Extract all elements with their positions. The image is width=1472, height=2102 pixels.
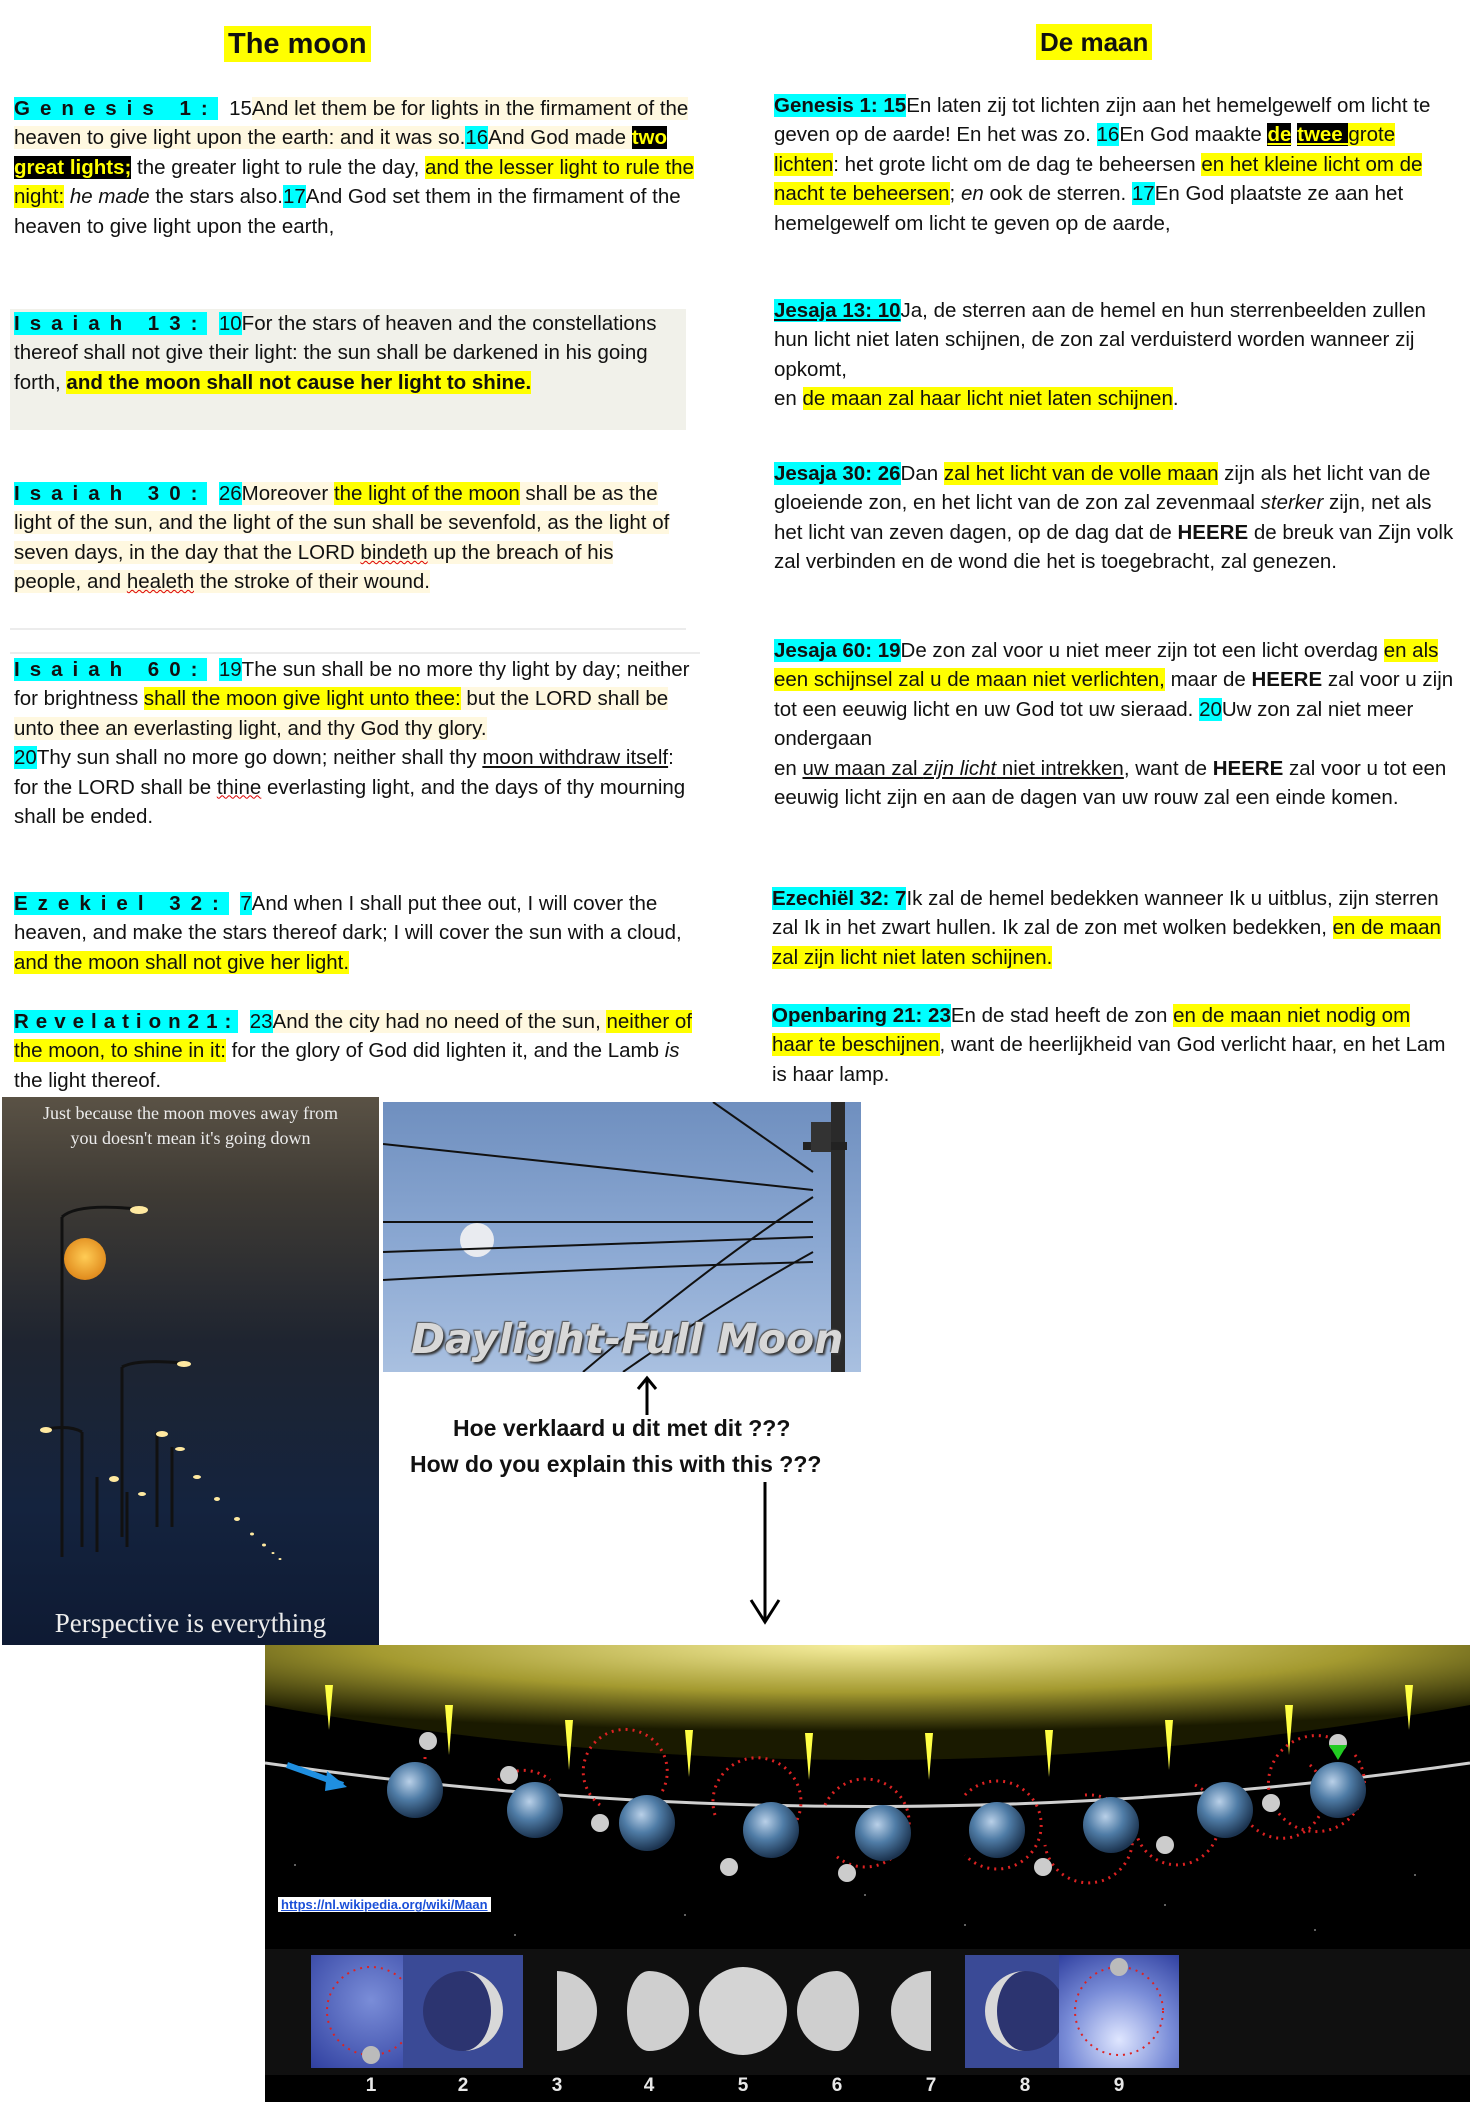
- phase-number: 4: [643, 2075, 655, 2096]
- verse-highlight: and the lesser light to rule the night:: [14, 155, 694, 209]
- verse-underlined: moon withdraw itself: [482, 746, 669, 770]
- verse-highlight: twee: [1297, 123, 1349, 147]
- verse-number: 19: [218, 658, 242, 681]
- daylight-full-moon-photo: [383, 1102, 861, 1372]
- verse-revelation21-en: [14, 1007, 694, 1095]
- verse-reference: Ezekiel 32:: [14, 892, 229, 915]
- verse-text: Moreover: [241, 482, 334, 505]
- moon-icon: [1262, 1794, 1280, 1812]
- verse-text: zal voor u tot een eeuwig licht zijn en aan de dagen van uw rouw zal een einde komen.: [774, 756, 1447, 810]
- verse-text: shall be as the light of the sun, and the light of the sun shall be sevenfold, as the light of seven days, in the day that the LORD: [14, 482, 670, 564]
- verse-text: Ja, de sterren aan de hemel en hun sterrenbeelden zullen hun licht niet laten schijnen, de zon zal verduisterd worden wanneer zij opkomt,: [774, 299, 1426, 381]
- verse-text: the greater light to rule the day,: [131, 155, 425, 179]
- verse-number: 16: [1096, 123, 1120, 147]
- verse-jesaja60-nl: [774, 636, 1454, 812]
- verse-highlight: en de maan zal zijn licht niet laten schijnen.: [772, 916, 1441, 969]
- verse-highlight: de: [1267, 123, 1292, 147]
- verse-highlight: en de maan niet nodig om haar te beschijnen: [772, 1004, 1411, 1057]
- phase-number: 8: [1019, 2075, 1031, 2096]
- verse-highlight: zal het licht van de volle maan: [943, 462, 1219, 485]
- verse-isaiah13-en: [14, 309, 684, 397]
- verse-italic: is: [664, 1039, 680, 1063]
- verse-text: And God made: [488, 126, 632, 150]
- section-divider: [10, 628, 686, 630]
- phase-cell-9: [1059, 1955, 1179, 2068]
- verse-text: zijn, net als het licht van zeven dagen, op de dag dat de: [774, 491, 1432, 544]
- page-title-dutch: De maan: [1036, 24, 1152, 60]
- green-arrow-icon: [1329, 1745, 1347, 1760]
- verse-isaiah60-en: [14, 655, 694, 831]
- verse-highlight: and the moon shall not give her light.: [14, 950, 350, 974]
- moon-icon: [1034, 1858, 1052, 1876]
- earth-icon: [969, 1802, 1025, 1858]
- photo-caption-top: Just because the moon moves away from you doesn't mean it's going down: [43, 1103, 338, 1148]
- verse-text: En God maakte: [1119, 123, 1268, 147]
- verse-number: 20: [1199, 697, 1222, 721]
- earth-icon: [743, 1802, 799, 1858]
- verse-text: the light thereof.: [14, 1068, 162, 1092]
- verse-bold: HEERE: [1212, 756, 1284, 780]
- verse-reference: Jesaja 60: 19: [774, 639, 901, 662]
- moon-phase-strip: [265, 1949, 1470, 2075]
- verse-jesaja13-nl: [774, 296, 1454, 414]
- verse-text: Thy sun shall no more go down; neither shall thy: [36, 746, 483, 770]
- verse-underlined: niet intrekken: [996, 756, 1124, 780]
- verse-text: the stroke of their wound.: [194, 570, 431, 594]
- verse-text: And the city had no need of the sun,: [272, 1010, 607, 1033]
- verse-ezechiel32-nl: [772, 884, 1452, 972]
- verse-text: en: [774, 387, 803, 411]
- orange-moon-icon: [64, 1238, 106, 1280]
- arrow-up-icon: [632, 1373, 662, 1418]
- verse-text: Ik zal de hemel bedekken wanneer Ik u uitblus, zijn sterren zal Ik in het zwart hullen. Ik zal de zon met wolken bedekken,: [772, 887, 1439, 940]
- verse-reference: Openbaring 21: 23: [772, 1004, 951, 1027]
- verse-openbaring21-nl: [772, 1001, 1452, 1089]
- question-english: How do you explain this with this ???: [410, 1451, 822, 1477]
- verse-text: everlasting light, and the days of thy mourning shall be ended.: [14, 775, 686, 829]
- verse-highlight: neither of the moon, to shine in it:: [14, 1010, 692, 1063]
- verse-text: The sun shall be no more thy light by day; neither for brightness: [14, 658, 690, 711]
- verse-text: De zon zal voor u niet meer zijn tot een licht overdag: [900, 639, 1384, 662]
- verse-reference: Isaiah 30:: [14, 482, 208, 505]
- phase-number: 2: [457, 2075, 469, 2096]
- wikipedia-link[interactable]: https://nl.wikipedia.org/wiki/Maan: [278, 1897, 491, 1912]
- verse-reference: Isaiah 13:: [14, 312, 208, 335]
- verse-number: 23: [249, 1010, 273, 1033]
- page-title-english: The moon: [224, 26, 371, 62]
- verse-underlined: uw maan zal: [802, 756, 924, 780]
- verse-text: healeth: [126, 570, 195, 594]
- arrow-down-icon: [745, 1482, 785, 1625]
- verse-text: zijn als het licht van de gloeiende zon, en het licht van de zon zal zevenmaal: [774, 462, 1431, 515]
- verse-highlight: and the moon shall not cause her light to shine.: [66, 370, 532, 394]
- earth-icon: [855, 1805, 911, 1861]
- section-divider: [10, 652, 700, 654]
- verse-number: 17: [282, 185, 306, 209]
- phase-number: 6: [831, 2075, 843, 2096]
- phase-number: 9: [1113, 2075, 1125, 2096]
- verse-text: , want de: [1123, 756, 1213, 780]
- verse-highlight: de maan zal haar licht niet laten schijnen: [802, 387, 1173, 411]
- earth-icon: [1310, 1762, 1366, 1818]
- verse-highlight: shall the moon give light unto thee:: [143, 687, 461, 711]
- moon-icon: [1156, 1836, 1174, 1854]
- earth-icon: [507, 1782, 563, 1838]
- moon-icon: [591, 1814, 609, 1832]
- verse-number: 26: [218, 482, 242, 505]
- verse-text: zal voor u zijn tot een eeuwig licht en uw God tot uw sieraad.: [774, 668, 1454, 721]
- verse-text: en: [774, 756, 803, 780]
- moon-orbit-diagram: [265, 1645, 1470, 2102]
- earth-icon: [387, 1762, 443, 1818]
- verse-isaiah30-en: [14, 479, 684, 597]
- streetlight-scene: [2, 1097, 379, 1645]
- question-dutch: Hoe verklaard u dit met dit ???: [453, 1415, 791, 1441]
- verse-reference: Genesis 1: 15: [774, 94, 907, 117]
- verse-text: , want de heerlijkheid van God verlicht haar, en het Lam is haar lamp.: [772, 1033, 1446, 1086]
- verse-highlight: en als een schijnsel zal u de maan niet verlichten,: [774, 639, 1439, 692]
- verse-text: En God plaatste ze aan het hemelgewelf om licht te geven op de aarde,: [774, 182, 1404, 235]
- verse-text: Uw zon zal niet meer ondergaan: [774, 697, 1414, 751]
- verse-reference: Jesaja 13: 10: [774, 299, 901, 322]
- full-moon-icon: [460, 1223, 494, 1257]
- verse-genesis-nl: [774, 91, 1454, 238]
- verse-text: up the breach of his people, and: [14, 540, 614, 594]
- verse-text: bindeth: [360, 540, 428, 564]
- moon-icon: [838, 1864, 856, 1882]
- verse-underlined: zijn licht: [923, 756, 997, 780]
- verse-number: 17: [1131, 182, 1155, 206]
- phase-number: 1: [365, 2075, 377, 2096]
- verse-italic: sterker: [1260, 491, 1324, 515]
- verse-number: 15: [229, 97, 252, 120]
- earth-icon: [619, 1795, 675, 1851]
- verse-reference: Genesis 1:: [14, 97, 218, 120]
- verse-text: for the glory of God did lighten it, and the Lamb: [225, 1039, 665, 1063]
- phase-number: 3: [551, 2075, 563, 2096]
- verse-italic: he made: [64, 185, 150, 209]
- verse-highlight: grote lichten: [774, 123, 1396, 176]
- verse-text: but the LORD shall be unto thee an everlasting light, and thy God thy glory.: [14, 687, 669, 740]
- verse-text: En de stad heeft de zon: [950, 1004, 1174, 1027]
- earth-icon: [1083, 1797, 1139, 1853]
- verse-text: And when I shall put thee out, I will cover the heaven, and make the stars thereof dark; I will cover the sun with a cloud,: [14, 892, 682, 945]
- photo-caption-bottom: Perspective is everything: [54, 1608, 327, 1638]
- verse-text: de breuk van Zijn volk zal verbinden en de wond die het is toegebracht, zal genezen.: [774, 520, 1454, 574]
- verse-text: And let them be for lights in the firmament of the heaven to give light upon the earth: and it was so.: [14, 97, 689, 150]
- streetlight-moon-photo: [2, 1097, 379, 1645]
- verse-text: thine: [216, 775, 262, 799]
- photo-caption: Daylight-Full Moon: [411, 1315, 844, 1363]
- moon-icon: [500, 1766, 518, 1784]
- verse-bold: HEERE: [1251, 668, 1323, 692]
- verse-text: .: [1172, 387, 1179, 411]
- phase-number: 5: [737, 2075, 749, 2096]
- verse-reference: Jesaja 30: 26: [774, 462, 901, 485]
- verse-text: maar de: [1164, 668, 1252, 692]
- verse-text: Dan: [900, 462, 944, 485]
- moon-icon: [720, 1858, 738, 1876]
- verse-reference: Ezechiël 32: 7: [772, 887, 907, 910]
- verse-jesaja30-nl: [774, 459, 1454, 577]
- verse-number: 16: [465, 126, 489, 150]
- verse-genesis-en: [14, 94, 694, 241]
- verse-highlight: two great lights;: [14, 126, 668, 179]
- verse-text: ;: [949, 182, 961, 206]
- verse-bold: HEERE: [1177, 520, 1249, 544]
- verse-text: the stars also.: [149, 185, 283, 209]
- verse-text: For the stars of heaven and the constellations thereof shall not give their light: the sun shall be darkened in his going forth,: [14, 312, 657, 394]
- moon-icon: [419, 1732, 437, 1750]
- verse-text: ook de sterren.: [983, 182, 1132, 206]
- verse-ezekiel32-en: [14, 889, 684, 977]
- verse-text: : het grote licht om de dag te beheersen: [833, 152, 1202, 176]
- verse-text: : for the LORD shall be: [14, 746, 674, 799]
- verse-number: 20: [14, 746, 37, 770]
- earth-icon: [1197, 1782, 1253, 1838]
- verse-highlight: the light of the moon: [333, 482, 520, 505]
- verse-text: En laten zij tot lichten zijn aan het hemelgewelf om licht te geven op de aarde! En het was zo.: [774, 94, 1431, 147]
- verse-reference: Revelation21:: [14, 1010, 239, 1033]
- verse-number: 7: [240, 892, 252, 915]
- verse-number: 10: [218, 312, 242, 335]
- phase-number: 7: [925, 2075, 937, 2096]
- verse-highlight: en het kleine licht om de nacht te beheersen: [774, 152, 1423, 206]
- verse-text: And God set them in the firmament of the heaven to give light upon the earth,: [14, 185, 681, 238]
- verse-italic: en: [960, 182, 984, 206]
- verse-reference: Isaiah 60:: [14, 658, 208, 681]
